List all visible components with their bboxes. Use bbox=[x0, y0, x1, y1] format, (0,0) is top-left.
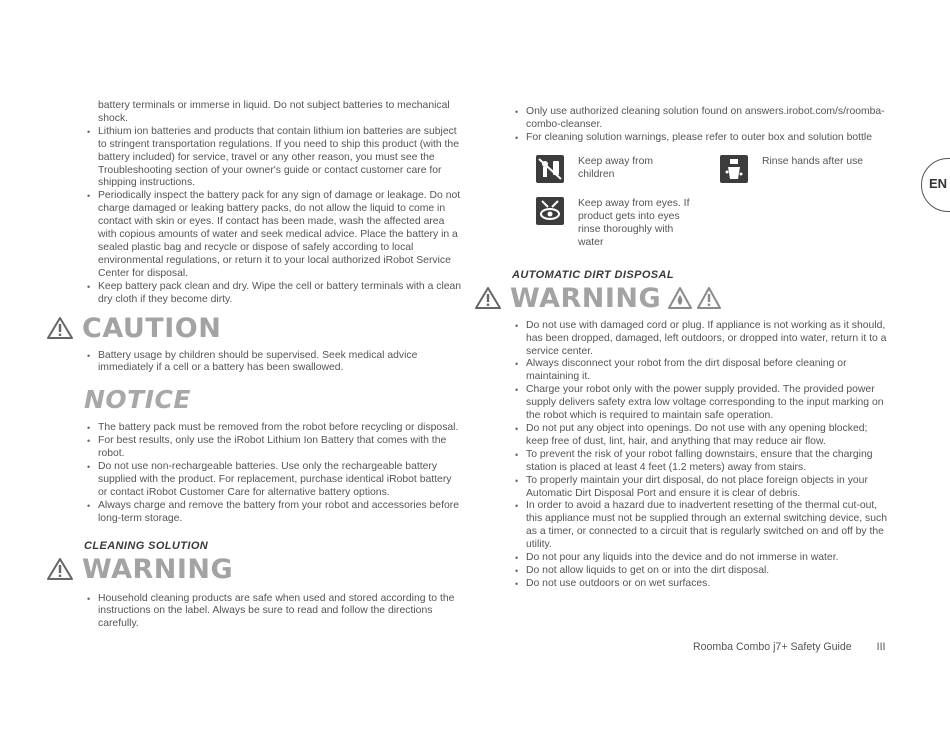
list-item: • Always disconnect your robot from the dirt disposal before cleaning or maintaining it. bbox=[512, 358, 892, 384]
cleaning-solution-subhead: CLEANING SOLUTION bbox=[84, 539, 209, 552]
eye-hazard-icon bbox=[536, 197, 564, 225]
list-item: • Only use authorized cleaning solution found on answers.irobot.com/s/roomba-combo-cleanser. bbox=[512, 106, 892, 132]
right-column bbox=[512, 100, 892, 591]
children-label: Keep away from children bbox=[578, 155, 654, 180]
warning-triangle-icon bbox=[46, 557, 74, 581]
notice-heading bbox=[84, 385, 462, 414]
fire-hazard-icon bbox=[667, 286, 693, 310]
left-column bbox=[84, 100, 462, 631]
notice-list bbox=[84, 422, 462, 525]
caution-heading bbox=[46, 313, 462, 344]
rinse-hands bbox=[720, 155, 892, 183]
notice-title: NOTICE bbox=[84, 385, 191, 415]
dirt-disposal-list bbox=[512, 320, 892, 591]
list-item: • Periodically inspect the battery pack for any sign of damage or leakage. Do not charge damaged or leaking battery packs, do not allow the liquid to come in contact with skin or eyes. If contact has been made, wash the affected area with copious amounts of water and seek medical advice. Place the battery in a sealed plastic bag and recycle or dispose of safely according to local environmental regulations, or return it to your local authorized iRobot Service Center for disposal. bbox=[84, 190, 462, 280]
dirt-warning-heading bbox=[474, 283, 892, 314]
list-item: • To prevent the risk of your robot falling downstairs, ensure that the charging station is placed at least 4 feet (1.2 meters) away from stairs. bbox=[512, 449, 892, 475]
warning-triangle-icon bbox=[46, 316, 74, 340]
dirt-disposal-subhead: AUTOMATIC DIRT DISPOSAL bbox=[512, 268, 674, 281]
language-tab bbox=[921, 158, 950, 212]
list-item: • The battery pack must be removed from the robot before recycling or disposal. bbox=[84, 422, 462, 435]
list-item: • Battery usage by children should be supervised. Seek medical advice immediately if a cell or a battery has been swallowed. bbox=[84, 350, 462, 376]
list-item: • Do not use outdoors or on wet surfaces. bbox=[512, 578, 892, 591]
list-item: • For best results, only use the iRobot Lithium Ion Battery that comes with the robot. bbox=[84, 435, 462, 461]
warning-title: WARNING bbox=[510, 282, 662, 314]
list-item: • Do not put any object into openings. Do not use with any opening blocked; keep free of dust, lint, hair, and anything that may reduce air flow. bbox=[512, 423, 892, 449]
list-item: • In order to avoid a hazard due to inadvertent resetting of the thermal cut-out, this appliance must not be supplied through an external switching device, such as a timer, or connected to a circuit that is regularly switched on and off by the utility. bbox=[512, 500, 892, 552]
cleaning-warning-heading bbox=[46, 554, 462, 585]
rinse-label: Rinse hands after use bbox=[762, 155, 864, 167]
list-item: • Household cleaning products are safe when used and stored according to the instructions on the label. Always be sure to read and follow the directions carefully. bbox=[84, 593, 462, 632]
keep-from-children bbox=[536, 155, 696, 183]
list-item: • For cleaning solution warnings, please refer to outer box and solution bottle bbox=[512, 132, 892, 145]
child-hazard-icon bbox=[536, 155, 564, 183]
cleaning-list bbox=[84, 593, 462, 632]
list-item: • Do not allow liquids to get on or into the dirt disposal. bbox=[512, 565, 892, 578]
page-number: III bbox=[876, 641, 886, 653]
battery-list bbox=[84, 100, 462, 307]
list-item: • To properly maintain your dirt disposal, do not place foreign objects in your Automatic Dirt Disposal Port and ensure it is clear of debris. bbox=[512, 475, 892, 501]
language-tab-label: EN bbox=[929, 176, 948, 191]
page-footer bbox=[693, 641, 886, 653]
keep-from-eyes bbox=[536, 197, 892, 249]
footer-title: Roomba Combo j7+ Safety Guide bbox=[693, 641, 852, 653]
list-item: • Do not pour any liquids into the device and do not immerse in water. bbox=[512, 552, 892, 565]
list-item: battery terminals or immerse in liquid. Do not subject batteries to mechanical shock. bbox=[98, 100, 450, 124]
hazard-icon-row bbox=[512, 155, 892, 183]
list-item: • Keep battery pack clean and dry. Wipe the cell or battery terminals with a clean dry cloth if they become dirty. bbox=[84, 281, 462, 307]
caution-list bbox=[84, 350, 462, 376]
warning-title: WARNING bbox=[82, 553, 234, 585]
warning-triangle-icon bbox=[696, 286, 722, 310]
warning-triangle-icon bbox=[474, 286, 502, 310]
list-item: • Lithium ion batteries and products that contain lithium ion batteries are subject to stringent transportation regulations. If you need to ship this product (with the battery included) for service, travel or any other reason, you must see the Troubleshooting section of your owner's guide or contact customer care for shipping instructions. bbox=[84, 126, 462, 191]
list-item: • Do not use with damaged cord or plug. If appliance is not working as it should, has been dropped, damaged, left outdoors, or dropped into water, return it to a service center. bbox=[512, 320, 892, 359]
list-item: • Do not use non-rechargeable batteries. Use only the rechargeable battery supplied with the product. For replacement, purchase identical iRobot battery or contact iRobot Customer Care for alternative battery options. bbox=[84, 461, 462, 500]
solution-list bbox=[512, 106, 892, 145]
eyes-label: Keep away from eyes. If product gets into eyes rinse thoroughly with water bbox=[578, 197, 690, 248]
list-item: • Always charge and remove the battery from your robot and accessories before long-term storage. bbox=[84, 500, 462, 526]
rinse-hands-icon bbox=[720, 155, 748, 183]
caution-title: CAUTION bbox=[82, 312, 222, 344]
list-item: • Charge your robot only with the power supply provided. The provided power supply delivers safety extra low voltage corresponding to the input marking on the robot which is required to maintain safe operation. bbox=[512, 384, 892, 423]
